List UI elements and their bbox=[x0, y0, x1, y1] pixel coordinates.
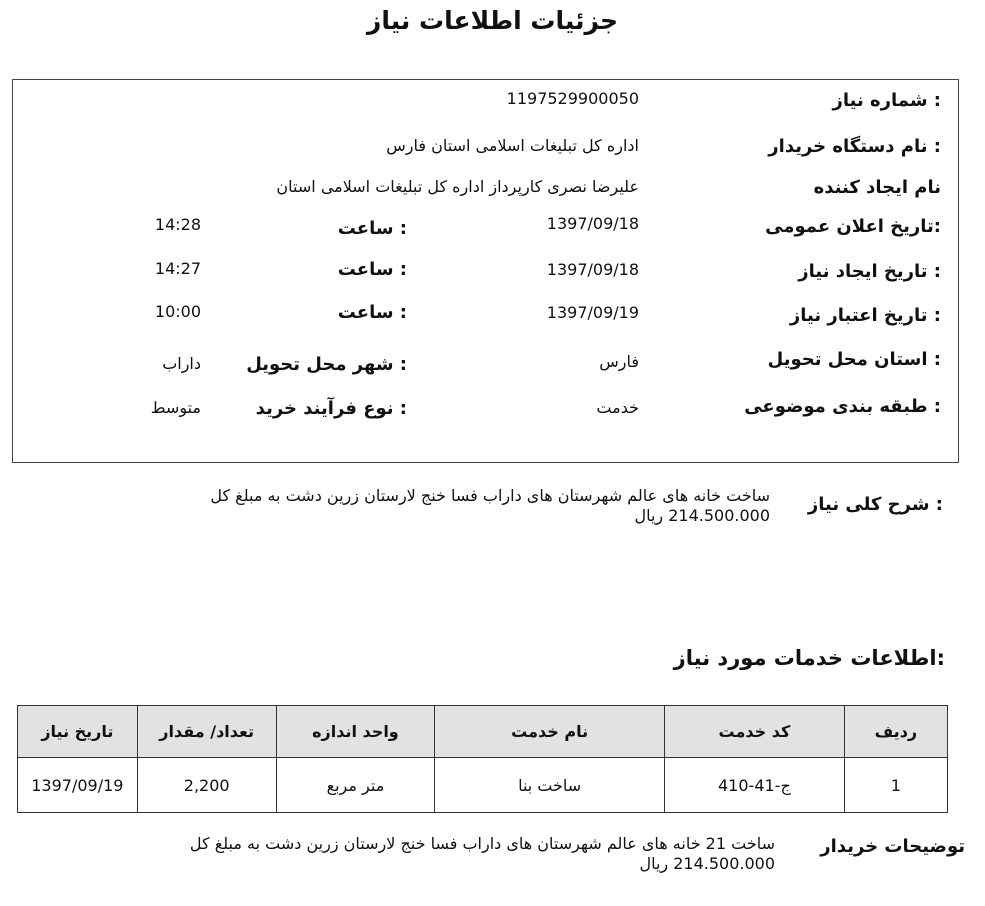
header-row-number: ردیف bbox=[844, 706, 947, 758]
creator-label: نام ایجاد کننده bbox=[813, 177, 941, 198]
category-value: خدمت bbox=[596, 398, 639, 417]
delivery-province-label: استان محل تحویل : bbox=[767, 349, 941, 370]
header-need-date: تاریخ نیاز bbox=[18, 706, 138, 758]
public-announce-time: 14:28 bbox=[154, 215, 201, 234]
table-row bbox=[18, 758, 948, 813]
buyer-notes-line-1: ساخت 21 خانه های عالم شهرستان های داراب فسا خنج لارستان زرین دشت به مبلغ کل bbox=[189, 834, 775, 853]
table-header-row bbox=[18, 706, 948, 758]
header-service-name: نام خدمت bbox=[435, 706, 665, 758]
creator-value: علیرضا نصری کارپرداز اداره کل تبلیغات اسلامی استان bbox=[276, 177, 639, 196]
validity-time-label: ساعت : bbox=[337, 302, 407, 323]
buyer-notes bbox=[45, 834, 775, 874]
public-announce-date: 1397/09/18 bbox=[546, 214, 639, 233]
delivery-city-label: شهر محل تحویل : bbox=[246, 354, 407, 375]
buyer-notes-label: توضیحات خریدار bbox=[820, 836, 965, 857]
cell-quantity: 2,200 bbox=[137, 758, 276, 813]
category-label: طبقه بندی موضوعی : bbox=[744, 396, 941, 417]
buyer-org-value: اداره کل تبلیغات اسلامی استان فارس bbox=[386, 136, 639, 155]
creation-date: 1397/09/18 bbox=[546, 260, 639, 279]
cell-row-number: 1 bbox=[844, 758, 947, 813]
need-number-value: 1197529900050 bbox=[506, 89, 639, 108]
need-number-label: شماره نیاز : bbox=[832, 90, 941, 111]
general-description-line-1: ساخت خانه های عالم شهرستان های داراب فسا خنج لارستان زرین دشت به مبلغ کل bbox=[210, 486, 770, 505]
buyer-org-label: نام دستگاه خریدار : bbox=[768, 136, 941, 157]
header-quantity: تعداد/ مقدار bbox=[137, 706, 276, 758]
cell-service-name: ساخت بنا bbox=[435, 758, 665, 813]
public-announce-time-label: ساعت : bbox=[337, 218, 407, 239]
validity-date-label: تاریخ اعتبار نیاز : bbox=[789, 305, 941, 326]
cell-service-code: ج-41-410 bbox=[665, 758, 845, 813]
general-description bbox=[70, 486, 770, 526]
general-description-label: شرح کلی نیاز : bbox=[807, 494, 943, 515]
validity-time: 10:00 bbox=[154, 302, 201, 321]
header-service-code: کد خدمت bbox=[665, 706, 845, 758]
general-description-line-2: 214.500.000 ریال bbox=[634, 506, 770, 525]
page-title: جزئیات اطلاعات نیاز bbox=[366, 6, 619, 35]
services-section-title: اطلاعات خدمات مورد نیاز: bbox=[673, 646, 945, 670]
services-table bbox=[17, 705, 948, 813]
cell-unit: متر مربع bbox=[276, 758, 435, 813]
purchase-type-value: متوسط bbox=[150, 398, 201, 417]
buyer-notes-line-2: 214.500.000 ریال bbox=[639, 854, 775, 873]
cell-need-date: 1397/09/19 bbox=[18, 758, 138, 813]
delivery-province-value: فارس bbox=[599, 352, 639, 371]
purchase-type-label: نوع فرآیند خرید : bbox=[255, 398, 407, 419]
creation-date-label: تاریخ ایجاد نیاز : bbox=[798, 261, 941, 282]
delivery-city-value: داراب bbox=[162, 354, 201, 373]
creation-time-label: ساعت : bbox=[337, 259, 407, 280]
validity-date: 1397/09/19 bbox=[546, 303, 639, 322]
header-unit: واحد اندازه bbox=[276, 706, 435, 758]
creation-time: 14:27 bbox=[154, 259, 201, 278]
public-announce-label: تاریخ اعلان عمومی: bbox=[765, 216, 941, 237]
